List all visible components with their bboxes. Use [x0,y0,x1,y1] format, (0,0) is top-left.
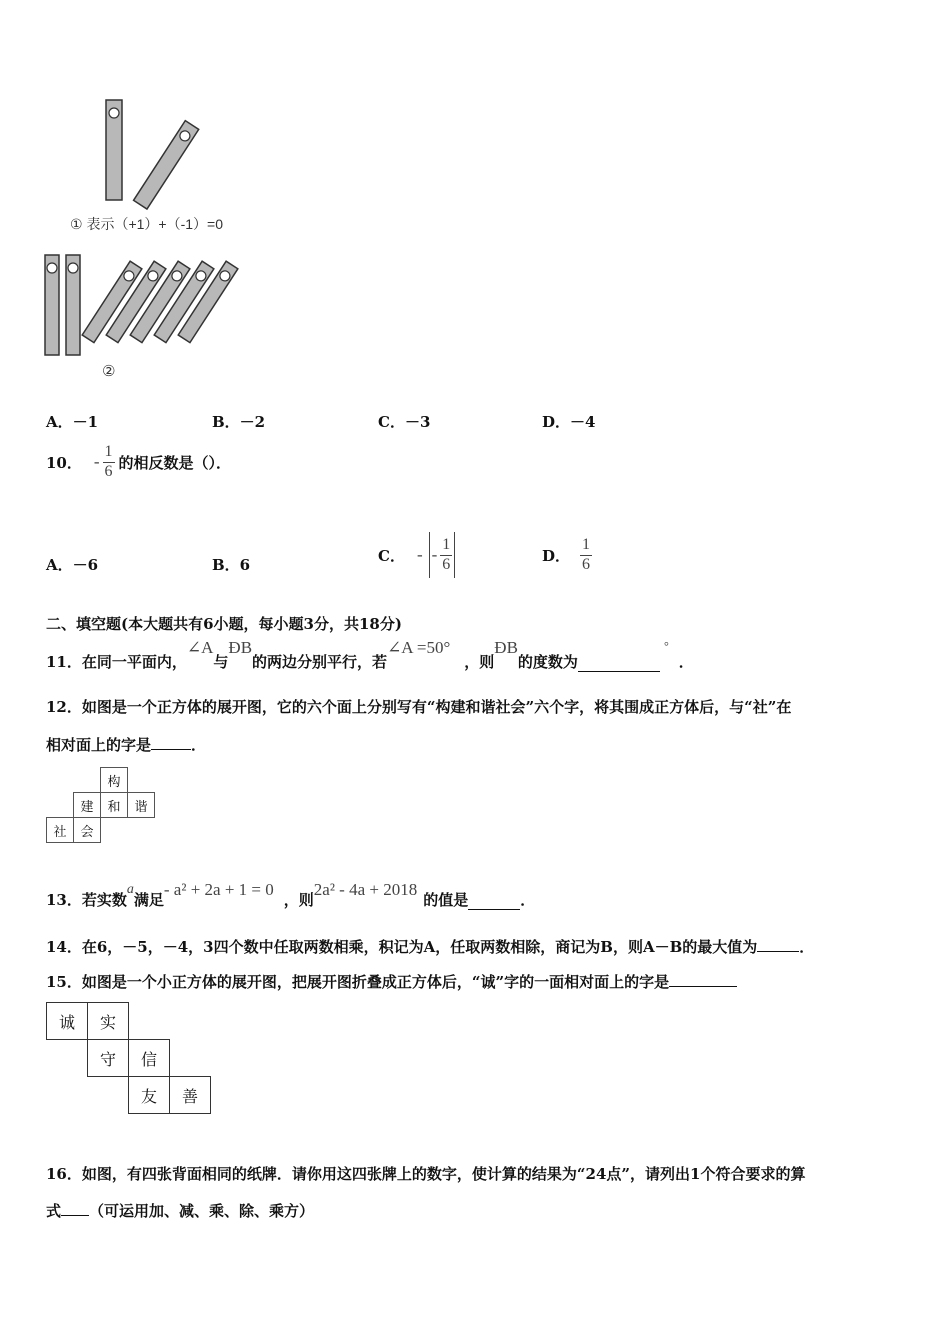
net-cell: 实 [88,1003,129,1040]
var-a: a [126,882,134,897]
q13: 13．若实数 a 满足 - a² + 2a + 1 = 0 ，则 2a² - 4a + 2018 的值是 ． [46,880,536,909]
net-cell: 诚 [47,1003,88,1040]
equation: - a² + 2a + 1 = 0 [163,880,274,899]
q16-line2: 式 （可运用加、减、乘、除、乘方） [46,1202,315,1220]
q10-text: 的相反数是（）． [118,453,232,472]
net-cell: 友 [129,1077,170,1114]
net-cell: 会 [74,818,101,843]
angle-b: ÐB [228,638,253,657]
net-cell: 信 [129,1040,170,1077]
expression: 2a² - 4a + 2018 [313,880,418,899]
stick-hole [109,108,119,118]
tilted-stick [134,121,199,209]
figure-one-label: ① 表示（+1）+（-1）=0 [70,216,223,232]
q9-option-a[interactable]: A．－1 [46,413,99,431]
angle-b-2: ÐB [494,638,518,657]
given-angle: ∠A =50° [387,638,451,657]
q16-line1: 16．如图，有四张背面相同的纸牌．请你用这四张牌上的数字，使计算的结果为“24点”，请列出1个符合要求的算 [46,1165,806,1183]
answer-blank[interactable] [669,972,737,987]
abs-value-bars: - $\frac{1}{6}$ [429,532,456,578]
q10-number: 10． [46,453,82,472]
net-cell: 和 [101,793,128,818]
figure-two-label: ② [102,363,116,380]
q11: 11．在同一平面内， ∠A 与 ÐB 的两边分别平行，若 ∠A =50° ，则 ÐB 的度数为 ° ． [46,638,694,671]
net-cell: 建 [74,793,101,818]
q9-option-c[interactable]: C．－3 [378,413,431,431]
q10-option-b[interactable]: B．6 [212,556,251,574]
q10-option-d[interactable]: D． $\frac{1}{6}$ [542,535,591,573]
section-title: 二、填空题(本大题共有6小题，每小题3分，共18分) [46,615,402,633]
q12-line2: 相对面上的字是 ． [46,736,207,754]
net-cell: 谐 [128,793,155,818]
answer-blank[interactable] [468,895,520,910]
figure-two-sticks [40,250,260,362]
q9-option-d[interactable]: D．－4 [542,413,596,431]
q15: 15．如图是一个小正方体的展开图，把展开图折叠成正方体后，“诚”字的一面相对面上的字是 [46,971,737,992]
cube-net-one [46,767,155,843]
q14: 14．在6，－5，－4，3四个数中任取两数相乘，积记为A，任取两数相除，商记为B，则A－B的最大值为 ． [46,938,815,956]
q10-stem [46,444,231,481]
net-cell: 守 [88,1040,129,1077]
net-cell: 构 [101,768,128,793]
q10-option-a[interactable]: A．－6 [46,556,99,574]
cube-net-two [46,1002,211,1114]
q12-line1: 12．如图是一个正方体的展开图，它的六个面上分别写有“构建和谐社会”六个字，将其围成正方体后，与“社”在 [46,698,792,716]
answer-blank[interactable] [61,1201,89,1216]
q10-minus: - [93,452,100,472]
q10-option-c[interactable]: C． - - $\frac{1}{6}$ [378,530,455,580]
answer-blank[interactable] [757,937,799,952]
net-cell: 善 [170,1077,211,1114]
angle-a: ∠A [186,638,214,657]
answer-blank[interactable] [578,657,660,672]
net-cell: 社 [47,818,74,843]
q9-option-b[interactable]: B．－2 [212,413,266,431]
answer-blank[interactable] [151,735,191,750]
q10-fraction: $\frac{1}{6}$ [104,443,113,480]
